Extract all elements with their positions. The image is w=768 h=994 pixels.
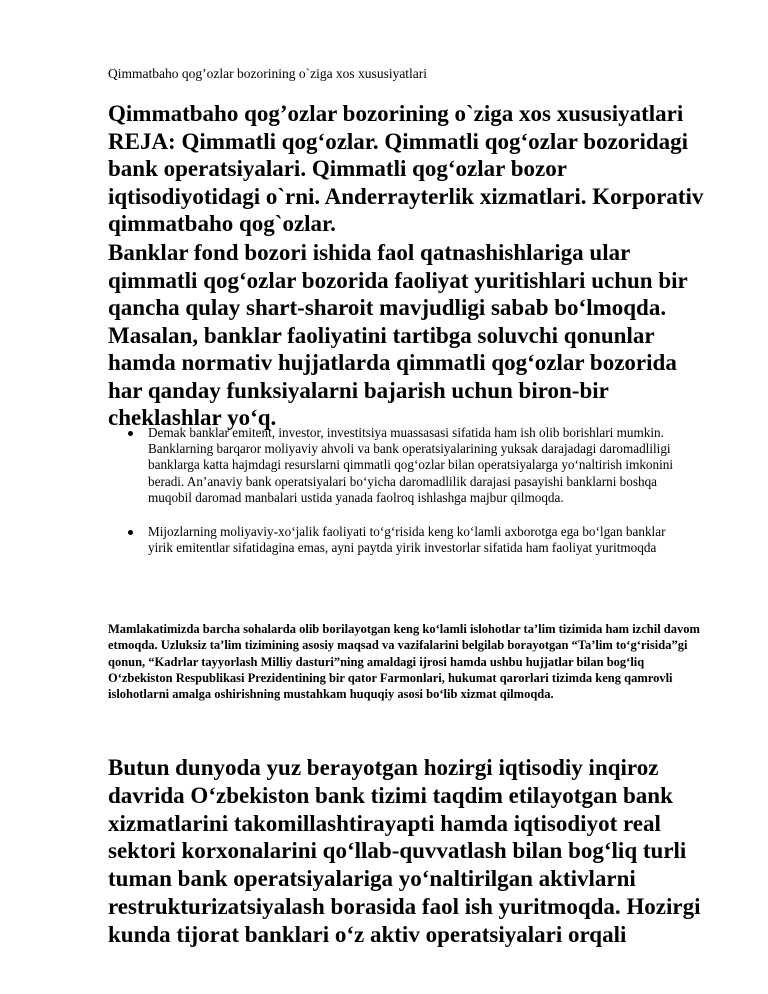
list-item bbox=[108, 425, 678, 506]
paragraph-education-reforms: Mamlakatimizda barcha sohalarda olib borilayotgan keng ko‘lamli islohotlar ta’lim tizimida ham izchil davom etmoqda. Uzluksiz ta’lim tizimining asosiy maqsad va vazifalarini belgilab borayotgan “Ta’lim to‘g‘risida”gi qonun, “Kadrlar tayyorlash Milliy dasturi”ning amaldagi ijrosi hamda ushbu hujjatlar bilan bog‘liq O‘zbekiston Respublikasi Prezidentining bir qator Farmonlari, hukumat qarorlari tizimda keng qamrovli islohotlarni amalga oshirishning mustahkam huquqiy asosi bo‘lib xizmat qilmoqda. bbox=[108, 622, 700, 702]
running-title: Qimmatbaho qog’ozlar bozorining o`ziga xos xususiyatlari bbox=[108, 66, 428, 81]
bullet-icon bbox=[128, 431, 133, 436]
heading-plan: Qimmatbaho qog’ozlar bozorining o`ziga xos xususiyatlari REJA: Qimmatli qog‘ozlar. Qimmatli qog‘ozlar bozoridagi bank operatsiyalari. Qimmatli qog‘ozlar bozor iqtisodiyotidagi o`rni. Anderrayterlik xizmatlari. Korporativ qimmatbaho qog`ozlar. bbox=[108, 101, 704, 236]
bullet-list bbox=[108, 425, 708, 556]
list-item-text: Mijozlarning moliyaviy-xo‘jalik faoliyati to‘g‘risida keng ko‘lamli axborotga ega bo‘lgan banklar yirik emitentlar sifatidagina emas, ayni paytda yirik investorlar sifatida ham faoliyat yuritmoqda bbox=[148, 524, 666, 556]
heading-economic-crisis: Butun dunyoda yuz berayotgan hozirgi iqtisodiy inqiroz davrida O‘zbekiston bank tizimi taqdim etilayotgan bank xizmatlarini takomillashtirayapti hamda iqtisodiyot real sektori korxonalarini qo‘llab-quvvatlash bilan bog‘liq turli tuman bank operatsiyalariga yo‘naltirilgan aktivlarni restrukturizatsiyalash borasida faol ish yuritmoqda. Hozirgi kunda tijorat banklari o‘z aktiv operatsiyalari orqali bbox=[108, 755, 701, 947]
bullet-icon bbox=[128, 530, 133, 535]
heading-banks-stock-market: Banklar fond bozori ishida faol qatnashishlariga ular qimmatli qog‘ozlar bozorida faoliyat yuritishlari uchun bir qancha qulay shart-sharoit mavjudligi sabab bo‘lmoqda. Masalan, banklar faoliyatini tartibga soluvchi qonunlar hamda normativ hujjatlarda qimmatli qog‘ozlar bozorida har qanday funksiyalarni bajarish uchun biron-bir cheklashlar yo‘q. bbox=[108, 240, 688, 430]
list-item-text: Demak banklar emitent, investor, investitsiya muassasasi sifatida ham ish olib borishlari mumkin. Banklarning barqaror moliyaviy ahvoli va bank operatsiyalarining yuksak darajadagi daromadliligi banklarga katta hajmdagi resurslarni qimmatli qog‘ozlar bilan operatsiyalarga yo‘naltirish imkonini beradi. An’anaviy bank operatsiyalari bo‘yicha daromadlilik darajasi pasayishi banklarni boshqa muqobil daromad manbalari ustida yanada faolroq ishlashga majbur qilmoqda. bbox=[148, 425, 674, 505]
list-item bbox=[108, 524, 678, 556]
